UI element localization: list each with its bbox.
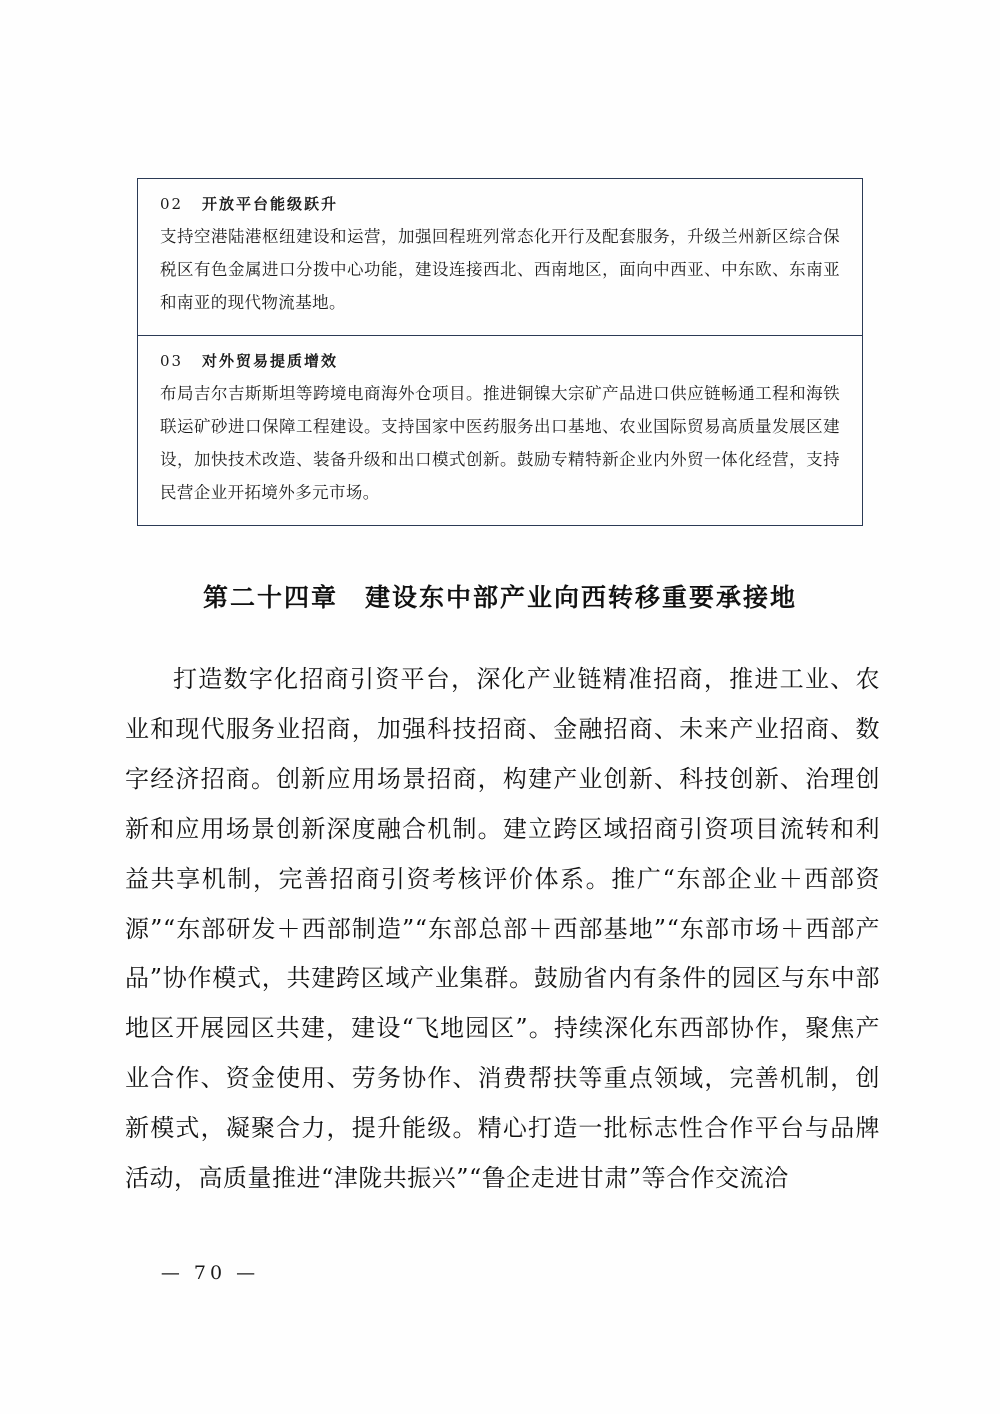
table-row-title: 开放平台能级跃升 xyxy=(202,195,339,213)
table-row-body: 布局吉尔吉斯斯坦等跨境电商海外仓项目。推进铜镍大宗矿产品进口供应链畅通工程和海铁联运矿砂进口保障工程建设。支持国家中医药服务出口基地、农业国际贸易高质量发展区建设，加快技术改造、装备升级和出口模式创新。鼓励专精特新企业内外贸一体化经营，支持民营企业开拓境外多元市场。 xyxy=(160,384,840,502)
table-row-title: 对外贸易提质增效 xyxy=(202,352,339,370)
table-row-number: 03 xyxy=(160,352,184,370)
table-row-body: 支持空港陆港枢纽建设和运营，加强回程班列常态化开行及配套服务，升级兰州新区综合保税区有色金属进口分拨中心功能，建设连接西北、西南地区，面向中西亚、中东欧、东南亚和南亚的现代物流基地。 xyxy=(160,227,840,312)
table-row xyxy=(138,335,862,525)
table-row-header xyxy=(160,193,840,214)
table-row xyxy=(138,179,862,335)
table-row-header xyxy=(160,350,840,371)
policy-table xyxy=(137,178,863,526)
chapter-heading: 第二十四章 建设东中部产业向西转移重要承接地 xyxy=(202,583,797,612)
main-paragraph: 打造数字化招商引资平台，深化产业链精准招商，推进工业、农业和现代服务业招商，加强科技招商、金融招商、未来产业招商、数字经济招商。创新应用场景招商，构建产业创新、科技创新、治理创新和应用场景创新深度融合机制。建立跨区域招商引资项目流转和利益共享机制，完善招商引资考核评价体系。推广“东部企业＋西部资源”“东部研发＋西部制造”“东部总部＋西部基地”“东部市场＋西部产品”协作模式，共建跨区域产业集群。鼓励省内有条件的园区与东中部地区开展园区共建，建设“飞地园区”。持续深化东西部协作，聚焦产业合作、资金使用、劳务协作、消费帮扶等重点领域，完善机制，创新模式，凝聚合力，提升能级。精心打造一批标志性合作平台与品牌活动，高质量推进“津陇共振兴”“鲁企走进甘肃”等合作交流洽 xyxy=(125,665,880,1193)
page-number: — 70 — xyxy=(160,1262,260,1284)
table-row-number: 02 xyxy=(160,195,184,213)
